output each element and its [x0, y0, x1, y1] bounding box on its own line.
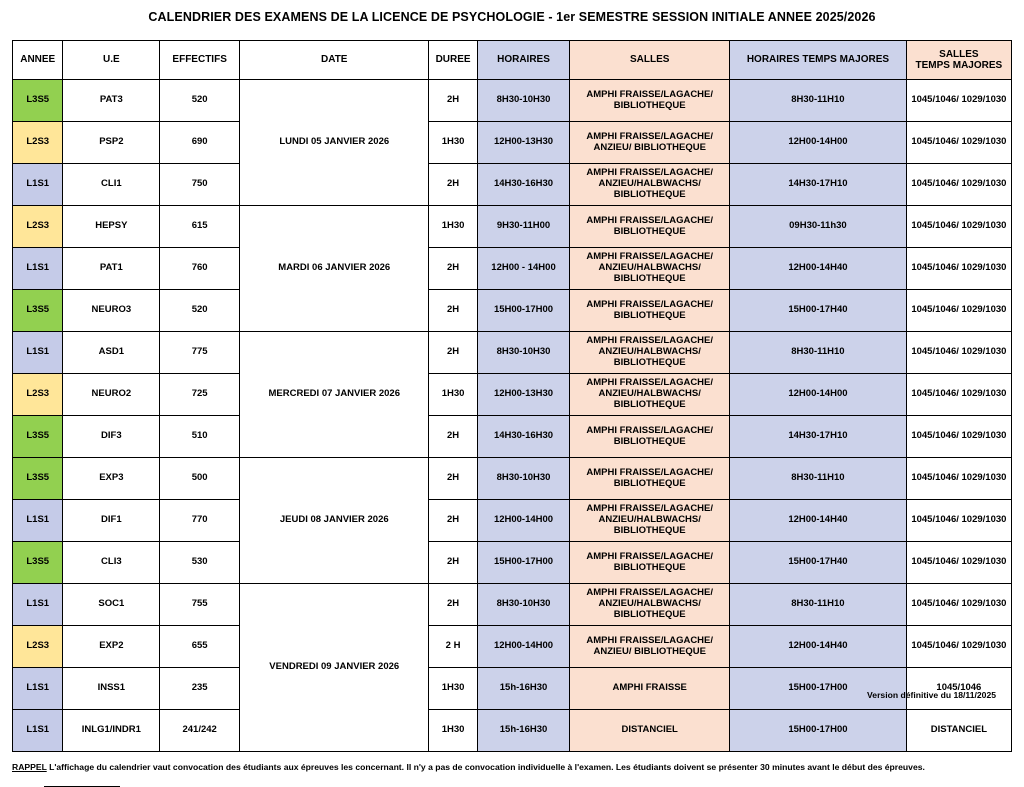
page-title: CALENDRIER DES EXAMENS DE LA LICENCE DE PSYCHOLOGIE - 1er SEMESTRE SESSION INITIALE ANNEE 2025/2026 — [148, 10, 876, 24]
cell-effectifs: 655 — [160, 626, 240, 668]
cell-duree: 2H — [429, 290, 477, 332]
table-header — [13, 41, 1012, 80]
cell-horaires-temps-majores: 15H00-17H40 — [730, 542, 907, 584]
footer-note — [12, 762, 1012, 772]
cell-salles-temps-majores: 1045/1046/ 1029/1030 — [906, 80, 1011, 122]
cell-salles: AMPHI FRAISSE/LAGACHE/ BIBLIOTHEQUE — [570, 290, 730, 332]
cell-effectifs: 755 — [160, 584, 240, 626]
cell-salles-temps-majores: 1045/1046/ 1029/1030 — [906, 164, 1011, 206]
cell-annee: L2S3 — [13, 122, 63, 164]
cell-effectifs: 615 — [160, 206, 240, 248]
cell-salles: AMPHI FRAISSE/LAGACHE/ BIBLIOTHEQUE — [570, 206, 730, 248]
cell-horaires: 15h-16H30 — [477, 710, 570, 752]
cell-ue: EXP2 — [63, 626, 160, 668]
cell-horaires: 14H30-16H30 — [477, 164, 570, 206]
cell-horaires-temps-majores: 8H30-11H10 — [730, 80, 907, 122]
cell-annee: L1S1 — [13, 164, 63, 206]
cell-annee: L3S5 — [13, 290, 63, 332]
cell-salles: AMPHI FRAISSE/LAGACHE/ BIBLIOTHEQUE — [570, 542, 730, 584]
cell-ue: NEURO2 — [63, 374, 160, 416]
cell-duree: 2H — [429, 332, 477, 374]
cell-annee: L3S5 — [13, 80, 63, 122]
cell-salles-temps-majores: 1045/1046/ 1029/1030 — [906, 122, 1011, 164]
cell-horaires: 14H30-16H30 — [477, 416, 570, 458]
cell-salles-temps-majores: 1045/1046/ 1029/1030 — [906, 374, 1011, 416]
column-header-date: DATE — [240, 41, 429, 80]
cell-effectifs: 530 — [160, 542, 240, 584]
cell-horaires: 12H00-13H30 — [477, 374, 570, 416]
cell-duree: 1H30 — [429, 710, 477, 752]
table-row — [13, 206, 1012, 248]
cell-horaires: 8H30-10H30 — [477, 332, 570, 374]
cell-salles-temps-majores: DISTANCIEL — [906, 710, 1011, 752]
cell-date: MARDI 06 JANVIER 2026 — [240, 206, 429, 332]
cell-salles: AMPHI FRAISSE/LAGACHE/ ANZIEU/HALBWACHS/ BIBLIOTHEQUE — [570, 332, 730, 374]
cell-ue: CLI3 — [63, 542, 160, 584]
cell-annee: L3S5 — [13, 458, 63, 500]
cell-duree: 1H30 — [429, 374, 477, 416]
cell-ue: SOC1 — [63, 584, 160, 626]
cell-annee: L3S5 — [13, 416, 63, 458]
cell-duree: 2H — [429, 458, 477, 500]
cell-effectifs: 510 — [160, 416, 240, 458]
cell-effectifs: 725 — [160, 374, 240, 416]
cell-salles: AMPHI FRAISSE/LAGACHE/ ANZIEU/HALBWACHS/ BIBLIOTHEQUE — [570, 374, 730, 416]
cell-salles: AMPHI FRAISSE/LAGACHE/ BIBLIOTHEQUE — [570, 458, 730, 500]
cell-salles-temps-majores: 1045/1046/ 1029/1030 — [906, 206, 1011, 248]
cell-ue: ASD1 — [63, 332, 160, 374]
cell-salles: AMPHI FRAISSE/LAGACHE/ ANZIEU/ BIBLIOTHEQUE — [570, 626, 730, 668]
cell-annee: L2S3 — [13, 626, 63, 668]
cell-effectifs: 770 — [160, 500, 240, 542]
cell-horaires-temps-majores: 12H00-14H00 — [730, 374, 907, 416]
cell-salles: AMPHI FRAISSE/LAGACHE/ ANZIEU/HALBWACHS/ BIBLIOTHEQUE — [570, 248, 730, 290]
cell-effectifs: 690 — [160, 122, 240, 164]
cell-duree: 2H — [429, 500, 477, 542]
column-header-salles-tm-line2: TEMPS MAJORES — [915, 60, 1003, 71]
cell-horaires: 12H00 - 14H00 — [477, 248, 570, 290]
cell-salles: AMPHI FRAISSE/LAGACHE/ ANZIEU/ BIBLIOTHEQUE — [570, 122, 730, 164]
cell-effectifs: 760 — [160, 248, 240, 290]
cell-annee: L1S1 — [13, 668, 63, 710]
table-row — [13, 500, 1012, 542]
cell-annee: L1S1 — [13, 500, 63, 542]
cell-salles-temps-majores: 1045/1046 — [906, 668, 1011, 710]
table-row — [13, 290, 1012, 332]
cell-salles: DISTANCIEL — [570, 710, 730, 752]
cell-horaires-temps-majores: 8H30-11H10 — [730, 584, 907, 626]
cell-date: MERCREDI 07 JANVIER 2026 — [240, 332, 429, 458]
cell-ue: INSS1 — [63, 668, 160, 710]
cell-horaires: 9H30-11H00 — [477, 206, 570, 248]
column-header-ue: U.E — [63, 41, 160, 80]
cell-annee: L1S1 — [13, 710, 63, 752]
table-header-row — [13, 41, 1012, 80]
cell-salles-temps-majores: 1045/1046/ 1029/1030 — [906, 500, 1011, 542]
cell-horaires-temps-majores: 09H30-11h30 — [730, 206, 907, 248]
table-row — [13, 248, 1012, 290]
table-row — [13, 584, 1012, 626]
table-row — [13, 332, 1012, 374]
table-row — [13, 542, 1012, 584]
column-header-horaires-temps-majores: HORAIRES TEMPS MAJORES — [730, 41, 907, 80]
table-row — [13, 164, 1012, 206]
cell-ue: INLG1/INDR1 — [63, 710, 160, 752]
table-row — [13, 710, 1012, 752]
cell-ue: EXP3 — [63, 458, 160, 500]
cell-salles-temps-majores: 1045/1046/ 1029/1030 — [906, 416, 1011, 458]
cell-effectifs: 241/242 — [160, 710, 240, 752]
column-header-salles-tm-line1: SALLES — [939, 48, 979, 60]
table-body — [13, 80, 1012, 752]
cell-effectifs: 235 — [160, 668, 240, 710]
cell-ue: DIF3 — [63, 416, 160, 458]
table-row — [13, 80, 1012, 122]
table-row — [13, 458, 1012, 500]
column-header-horaires: HORAIRES — [477, 41, 570, 80]
cell-horaires-temps-majores: 15H00-17H00 — [730, 710, 907, 752]
cell-duree: 2H — [429, 80, 477, 122]
cell-effectifs: 775 — [160, 332, 240, 374]
cell-annee: L1S1 — [13, 584, 63, 626]
cell-ue: CLI1 — [63, 164, 160, 206]
column-header-annee: ANNEE — [13, 41, 63, 80]
cell-salles-temps-majores: 1045/1046/ 1029/1030 — [906, 332, 1011, 374]
cell-annee: L2S3 — [13, 206, 63, 248]
column-header-salles-temps-majores — [906, 41, 1011, 80]
cell-salles: AMPHI FRAISSE/LAGACHE/ ANZIEU/HALBWACHS/ BIBLIOTHEQUE — [570, 164, 730, 206]
cell-salles-temps-majores: 1045/1046/ 1029/1030 — [906, 458, 1011, 500]
cell-duree: 1H30 — [429, 668, 477, 710]
footer-rappel-text: L'affichage du calendrier vaut convocation des étudiants aux épreuves les concernant. Il n'y a pas de convocation individuelle à l'examen. Les étudiants doivent se présenter 30 minutes avant le début des épreuves. — [46, 762, 925, 772]
cell-horaires: 12H00-14H00 — [477, 500, 570, 542]
cell-horaires-temps-majores: 12H00-14H40 — [730, 500, 907, 542]
cell-horaires: 8H30-10H30 — [477, 584, 570, 626]
cell-horaires-temps-majores: 14H30-17H10 — [730, 416, 907, 458]
cell-annee: L1S1 — [13, 248, 63, 290]
cell-salles-temps-majores: 1045/1046/ 1029/1030 — [906, 626, 1011, 668]
cell-ue: NEURO3 — [63, 290, 160, 332]
cell-ue: HEPSY — [63, 206, 160, 248]
cell-duree: 2H — [429, 164, 477, 206]
cell-horaires-temps-majores: 15H00-17H00 — [730, 668, 907, 710]
cell-ue: DIF1 — [63, 500, 160, 542]
cell-salles-temps-majores: 1045/1046/ 1029/1030 — [906, 584, 1011, 626]
cell-duree: 2H — [429, 248, 477, 290]
cell-salles: AMPHI FRAISSE — [570, 668, 730, 710]
cell-salles-temps-majores: 1045/1046/ 1029/1030 — [906, 248, 1011, 290]
cell-horaires: 15h-16H30 — [477, 668, 570, 710]
cell-duree: 2H — [429, 542, 477, 584]
version-label: Version définitive du 18/11/2025 — [867, 690, 996, 700]
column-header-duree: DUREE — [429, 41, 477, 80]
cell-horaires-temps-majores: 8H30-11H10 — [730, 332, 907, 374]
exam-calendar-table — [12, 40, 1012, 752]
footer-rappel-label: RAPPEL — [12, 762, 47, 772]
column-header-salles: SALLES — [570, 41, 730, 80]
table-row — [13, 626, 1012, 668]
cell-horaires: 12H00-14H00 — [477, 626, 570, 668]
cell-ue: PAT1 — [63, 248, 160, 290]
exam-calendar-table-wrapper — [12, 40, 1012, 752]
cell-salles-temps-majores: 1045/1046/ 1029/1030 — [906, 290, 1011, 332]
cell-horaires: 8H30-10H30 — [477, 458, 570, 500]
cell-duree: 2H — [429, 584, 477, 626]
cell-horaires-temps-majores: 12H00-14H00 — [730, 122, 907, 164]
cell-horaires: 12H00-13H30 — [477, 122, 570, 164]
cell-salles: AMPHI FRAISSE/LAGACHE/ BIBLIOTHEQUE — [570, 80, 730, 122]
cell-annee: L1S1 — [13, 332, 63, 374]
cell-duree: 2 H — [429, 626, 477, 668]
cell-date: VENDREDI 09 JANVIER 2026 — [240, 584, 429, 752]
cell-horaires-temps-majores: 8H30-11H10 — [730, 458, 907, 500]
cell-duree: 1H30 — [429, 206, 477, 248]
cell-horaires-temps-majores: 14H30-17H10 — [730, 164, 907, 206]
cell-annee: L3S5 — [13, 542, 63, 584]
cell-effectifs: 520 — [160, 80, 240, 122]
cell-effectifs: 750 — [160, 164, 240, 206]
column-header-effectifs: EFFECTIFS — [160, 41, 240, 80]
cell-horaires: 15H00-17H00 — [477, 290, 570, 332]
cell-effectifs: 500 — [160, 458, 240, 500]
cell-horaires-temps-majores: 12H00-14H40 — [730, 626, 907, 668]
table-row — [13, 416, 1012, 458]
cell-horaires-temps-majores: 12H00-14H40 — [730, 248, 907, 290]
cell-annee: L2S3 — [13, 374, 63, 416]
cell-ue: PSP2 — [63, 122, 160, 164]
cell-horaires-temps-majores: 15H00-17H40 — [730, 290, 907, 332]
cell-date: JEUDI 08 JANVIER 2026 — [240, 458, 429, 584]
cell-effectifs: 520 — [160, 290, 240, 332]
cell-salles: AMPHI FRAISSE/LAGACHE/ ANZIEU/HALBWACHS/ BIBLIOTHEQUE — [570, 584, 730, 626]
table-row — [13, 668, 1012, 710]
cell-horaires: 15H00-17H00 — [477, 542, 570, 584]
cell-salles: AMPHI FRAISSE/LAGACHE/ BIBLIOTHEQUE — [570, 416, 730, 458]
table-row — [13, 122, 1012, 164]
cell-duree: 2H — [429, 416, 477, 458]
cell-salles-temps-majores: 1045/1046/ 1029/1030 — [906, 542, 1011, 584]
cell-horaires: 8H30-10H30 — [477, 80, 570, 122]
cell-duree: 1H30 — [429, 122, 477, 164]
cell-salles: AMPHI FRAISSE/LAGACHE/ ANZIEU/HALBWACHS/ BIBLIOTHEQUE — [570, 500, 730, 542]
cell-date: LUNDI 05 JANVIER 2026 — [240, 80, 429, 206]
table-row — [13, 374, 1012, 416]
cell-ue: PAT3 — [63, 80, 160, 122]
